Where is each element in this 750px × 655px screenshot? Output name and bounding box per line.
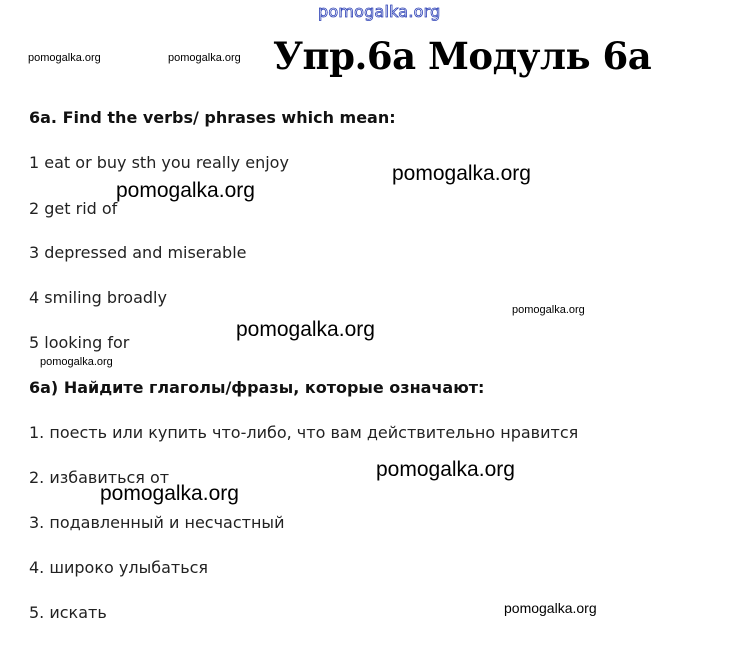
list-item: 1 eat or buy sth you really enjoy <box>29 153 289 172</box>
watermark-mid: pomogalka.org <box>504 600 597 616</box>
list-item: 3. подавленный и несчастный <box>29 513 285 532</box>
watermark-big: pomogalka.org <box>392 162 531 185</box>
watermark-small: pomogalka.org <box>40 356 113 368</box>
watermark-top: pomogalka.org <box>318 2 441 21</box>
watermark-small: pomogalka.org <box>168 52 241 64</box>
list-item: 2 get rid of <box>29 199 118 218</box>
page-title: Упр.6а Модуль 6а <box>273 34 652 78</box>
list-item: 2. избавиться от <box>29 468 170 487</box>
list-item: 3 depressed and miserable <box>29 243 247 262</box>
section-heading-ru: 6а) Найдите глаголы/фразы, которые означают: <box>29 378 485 397</box>
watermark-big: pomogalka.org <box>116 179 255 202</box>
list-item: 1. поесть или купить что-либо, что вам действительно нравится <box>29 423 579 442</box>
list-item: 5 looking for <box>29 333 130 352</box>
watermark-small: pomogalka.org <box>512 304 585 316</box>
watermark-big: pomogalka.org <box>236 318 375 341</box>
watermark-small: pomogalka.org <box>28 52 101 64</box>
list-item: 4 smiling broadly <box>29 288 167 307</box>
watermark-big: pomogalka.org <box>100 482 239 505</box>
watermark-big: pomogalka.org <box>376 458 515 481</box>
section-heading-en: 6a. Find the verbs/ phrases which mean: <box>29 108 396 127</box>
list-item: 5. искать <box>29 603 107 622</box>
list-item: 4. широко улыбаться <box>29 558 209 577</box>
